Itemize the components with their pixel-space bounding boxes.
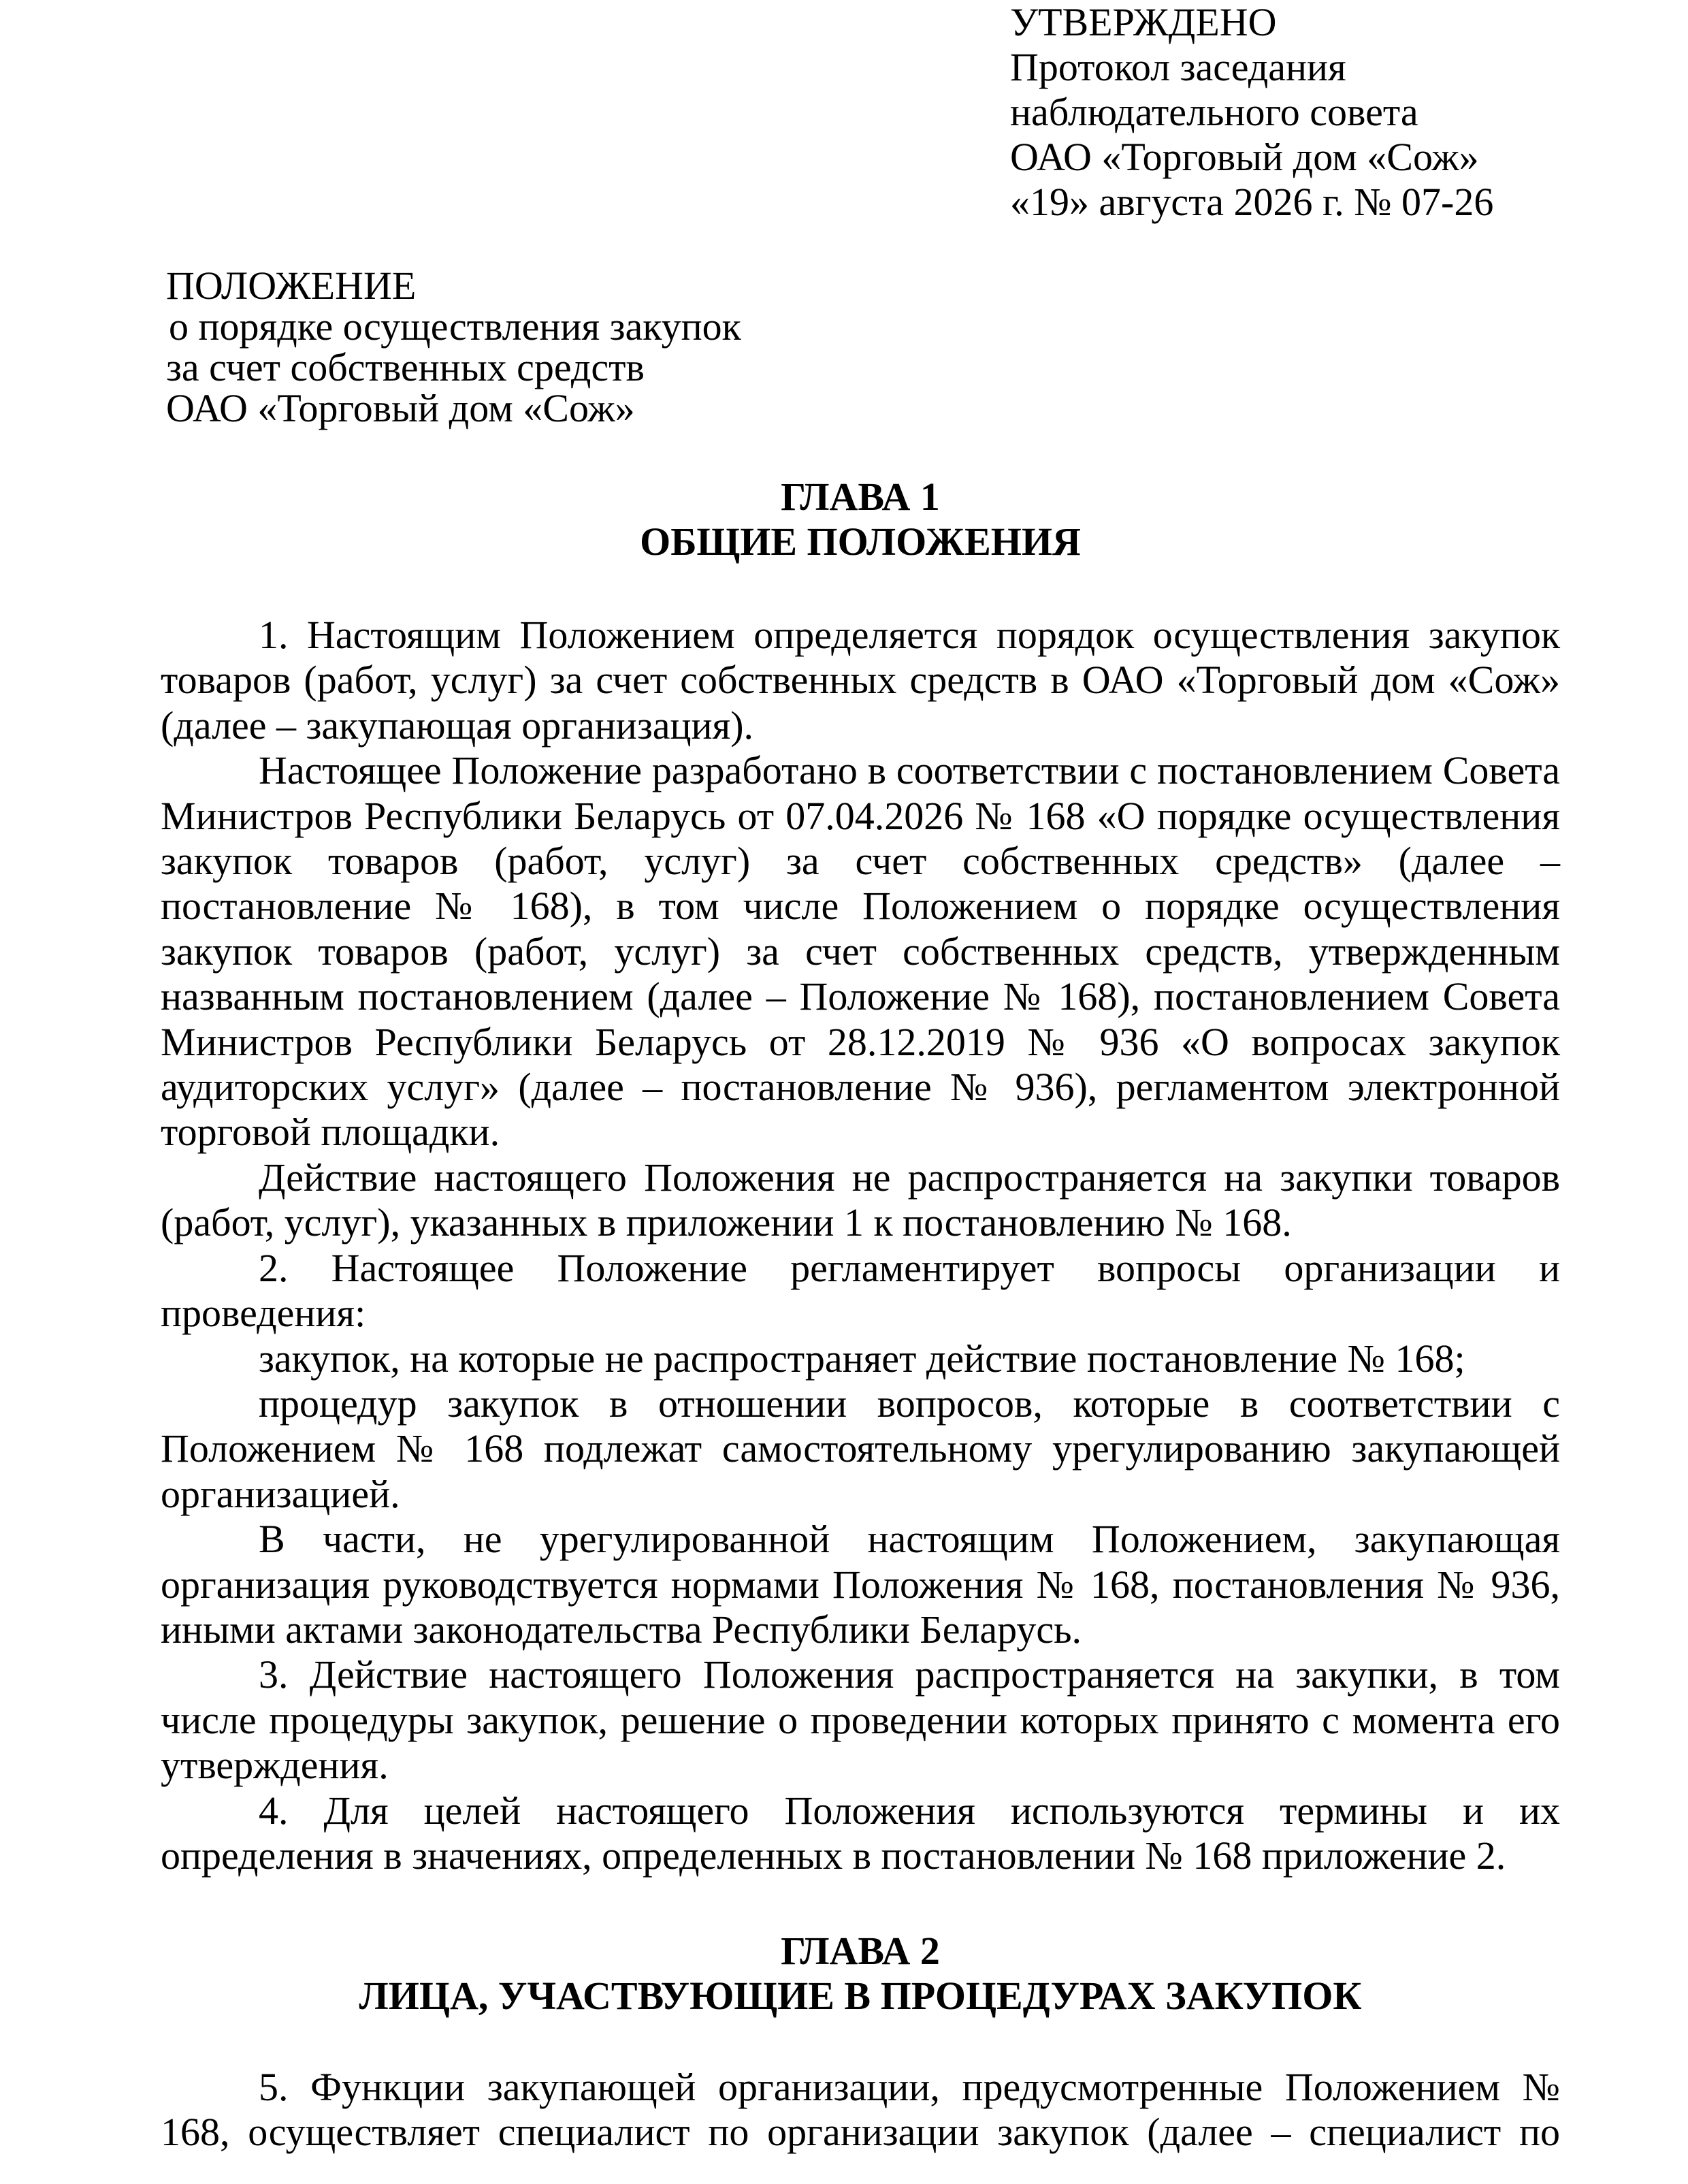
chapter-2-body xyxy=(161,2065,1560,2155)
chapter-1-heading xyxy=(161,475,1560,564)
document-subject-line-1: о порядке осуществления закупок xyxy=(169,304,741,349)
paragraph-2-note: В части, не урегулированной настоящим Положением, закупающая организация руководствуется нормами Положения № 168, постановления № 936, иными актами законодательства Республики Беларусь. xyxy=(161,1517,1560,1652)
chapter-1-title: ОБЩИЕ ПОЛОЖЕНИЯ xyxy=(640,519,1081,564)
chapter-1-body xyxy=(161,613,1560,1878)
paragraph-4: 4. Для целей настоящего Положения используются термины и их определения в значениях, определенных в постановлении № 168 приложение 2. xyxy=(161,1788,1560,1878)
document-subject-line-2: за счет собственных средств xyxy=(166,345,645,389)
approval-stamp xyxy=(1010,0,1663,225)
chapter-1-number: ГЛАВА 1 xyxy=(781,475,940,519)
chapter-2-title: ЛИЦА, УЧАСТВУЮЩИЕ В ПРОЦЕДУРАХ ЗАКУПОК xyxy=(359,1974,1362,2018)
chapter-2-number: ГЛАВА 2 xyxy=(781,1929,940,1973)
approval-heading: УТВЕРЖДЕНО xyxy=(1010,0,1277,44)
paragraph-1: 1. Настоящим Положением определяется порядок осуществления закупок товаров (работ, услуг) за счет собственных средств в ОАО «Торговый дом «Сож» (далее – закупающая организация). xyxy=(161,613,1560,748)
paragraph-2-item-1: закупок, на которые не распространяет действие постановление № 168; xyxy=(259,1336,1465,1381)
approval-company: ОАО «Торговый дом «Сож» xyxy=(1010,135,1479,179)
document-title xyxy=(166,263,915,430)
approval-protocol: Протокол заседания xyxy=(1010,45,1346,89)
approval-council: наблюдательного совета xyxy=(1010,90,1418,134)
paragraph-1-basis: Настоящее Положение разработано в соответствии с постановлением Совета Министров Республики Беларусь от 07.04.2026 № 168 «О порядке осуществления закупок товаров (работ, услуг) за счет собственных средств» (далее – постановление № 168), в том числе Положением о порядке осуществления закупок товаров (работ, услуг) за счет собственных средств, утвержденным названным постановлением (далее – Положение № 168), постановлением Совета Министров Республики Беларусь от 28.12.2019 № 936 «О вопросах закупок аудиторских услуг» (далее – постановление № 936), регламентом электронной торговой площадки. xyxy=(161,748,1560,1155)
paragraph-5: 5. Функции закупающей организации, предусмотренные Положением № 168, осуществляет специалист по организации закупок (далее – специалист по xyxy=(161,2065,1560,2155)
paragraph-1-exclusion: Действие настоящего Положения не распространяется на закупки товаров (работ, услуг), указанных в приложении 1 к постановлению № 168. xyxy=(161,1155,1560,1245)
paragraph-3: 3. Действие настоящего Положения распространяется на закупки, в том числе процедуры закупок, решение о проведении которых принято с момента его утверждения. xyxy=(161,1652,1560,1788)
paragraph-2-item-2: процедур закупок в отношении вопросов, которые в соответствии с Положением № 168 подлежат самостоятельному урегулированию закупающей организацией. xyxy=(161,1381,1560,1516)
chapter-2-heading xyxy=(161,1929,1560,2019)
document-type: ПОЛОЖЕНИЕ xyxy=(166,263,417,308)
document-subject-line-3: ОАО «Торговый дом «Сож» xyxy=(166,386,635,430)
approval-date-number: «19» августа 2026 г. № 07-26 xyxy=(1010,180,1494,224)
paragraph-2: 2. Настоящее Положение регламентирует вопросы организации и проведения: xyxy=(161,1245,1560,1336)
